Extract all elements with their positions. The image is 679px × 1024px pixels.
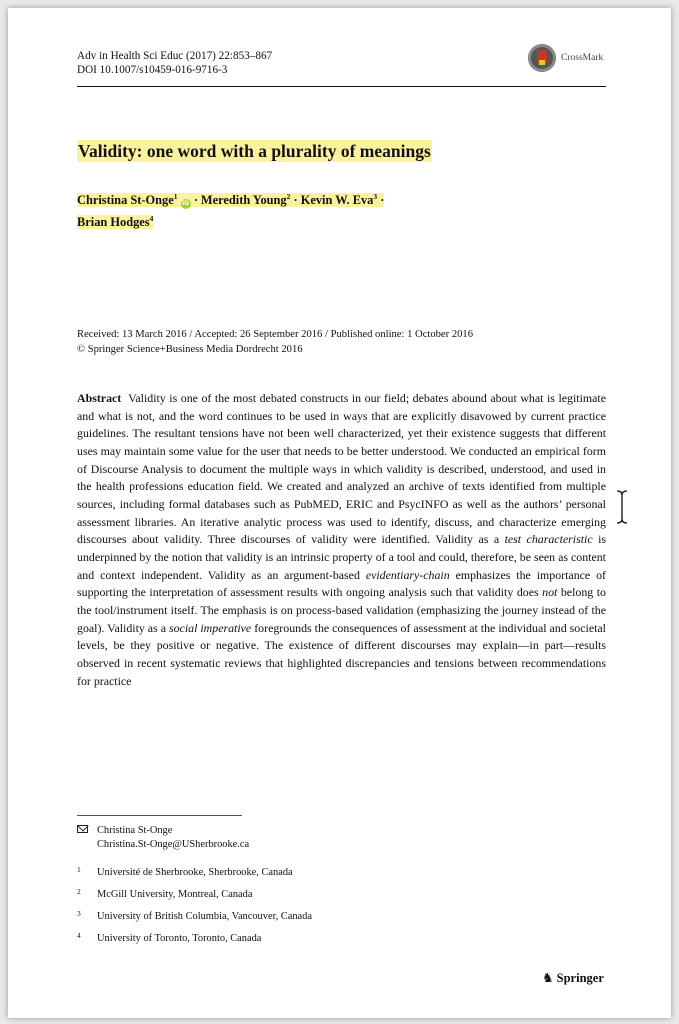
footnote-divider (77, 815, 242, 816)
author-separator: · (190, 193, 201, 208)
abstract-paragraph (77, 390, 606, 690)
publisher-logo (542, 970, 604, 986)
abstract-text: Validity is one of the most debated constructs in our field; debates abound about what is legitimate and what is not, and the word continues to be used in ways that are explicitly disavowed by current practice guidelines. The resultant tensions have not been well characterized, yet their existence suggests that different uses may maintain some value for the user that needs to be better understood. We conducted an empirical form of Discourse Analysis to document the multiple ways in which validity is described, understood, and used in the health professions education field. We created and analyzed an archive of texts identified from multiple sources, including formal databases such as PubMED, ERIC and PsycINFO as well as the authors’ personal assessment libraries. An iterative analytic process was used to identify, discuss, and characterize emerging discourses about validity. Three discourses of validity were identified. Validity as a (77, 391, 606, 547)
author-line-2 (77, 215, 153, 229)
abstract-text: emphasizes the importance of supporting the interpretation of assessment results with ongoing analysis such that validity does (77, 567, 606, 600)
journal-volume-line: Adv in Health Sci Educ (2017) 22:853–867 (77, 50, 273, 62)
author-separator: · (290, 193, 301, 208)
affiliation-number: 1 (77, 865, 81, 874)
affiliation-number: 2 (77, 887, 81, 896)
author-line-1 (77, 193, 384, 207)
copyright-line: © Springer Science+Business Media Dordrecht 2016 (77, 343, 303, 355)
journal-citation (77, 50, 272, 77)
author-name[interactable]: Meredith Young (200, 193, 287, 208)
header-divider (77, 86, 606, 87)
publisher-name: Springer (556, 970, 604, 985)
abstract-emphasis: social imperative (168, 620, 252, 635)
abstract-text: is underpinned by the notion that validity is an intrinsic property of a tool and could, therefore, be seen as content and context independent. Validity as an argument-based (77, 532, 607, 582)
text-cursor-icon (615, 490, 629, 524)
affiliation-sup: 3 (373, 192, 378, 201)
contact-email[interactable]: Christina.St-Onge@USherbrooke.ca (97, 838, 250, 850)
affiliation-text: University of Toronto, Toronto, Canada (97, 933, 262, 944)
affiliation-sup: 2 (286, 192, 291, 201)
crossmark-badge[interactable] (528, 44, 603, 72)
orcid-icon[interactable]: iD (182, 200, 190, 208)
affiliation-sup: 4 (149, 213, 154, 223)
affiliation-sup: 1 (173, 192, 178, 201)
document-page[interactable] (8, 8, 671, 1018)
abstract-emphasis: not (542, 585, 558, 600)
contact-name: Christina St-Onge (97, 825, 173, 836)
history-dates: Received: 13 March 2016 / Accepted: 26 September 2016 / Published online: 1 October 2016 (77, 329, 474, 340)
abstract-text: foregrounds the consequences of assessment at the individual and societal levels, be they positive or negative. The existence of different discourses may explain—in part—results observed in recent systematic reviews that highlighted discrepancies and tensions between recommendations for practice (77, 620, 606, 688)
author-name[interactable]: Kevin W. Eva (300, 193, 374, 208)
envelope-icon (77, 825, 88, 833)
abstract-heading: Abstract (77, 391, 122, 405)
affiliation-number: 4 (77, 931, 81, 940)
affiliation-text: University of British Columbia, Vancouver, Canada (97, 911, 312, 922)
affiliation-number: 3 (77, 909, 81, 918)
abstract-emphasis: evidentiary-chain (365, 567, 450, 582)
crossmark-icon[interactable] (528, 44, 556, 72)
springer-horse-icon: ♞ (542, 970, 554, 985)
doi-line[interactable]: DOI 10.1007/s10459-016-9716-3 (77, 63, 228, 76)
affiliation-text: Université de Sherbrooke, Sherbrooke, Canada (97, 867, 293, 878)
article-title: Validity: one word with a plurality of meanings (78, 141, 431, 161)
abstract-emphasis: test characteristic (504, 532, 593, 547)
abstract-text: belong to the tool/instrument itself. The emphasis is on process-based validation (emphasizing the journey instead of the goal). Validity as a (77, 585, 606, 635)
crossmark-label: CrossMark (561, 53, 604, 63)
author-name[interactable]: Christina St-Onge (77, 193, 174, 208)
author-name[interactable]: Brian Hodges (77, 214, 150, 229)
publication-dates (77, 328, 473, 357)
affiliation-text: McGill University, Montreal, Canada (97, 889, 253, 900)
author-list (77, 188, 537, 231)
author-separator: · (377, 193, 385, 208)
